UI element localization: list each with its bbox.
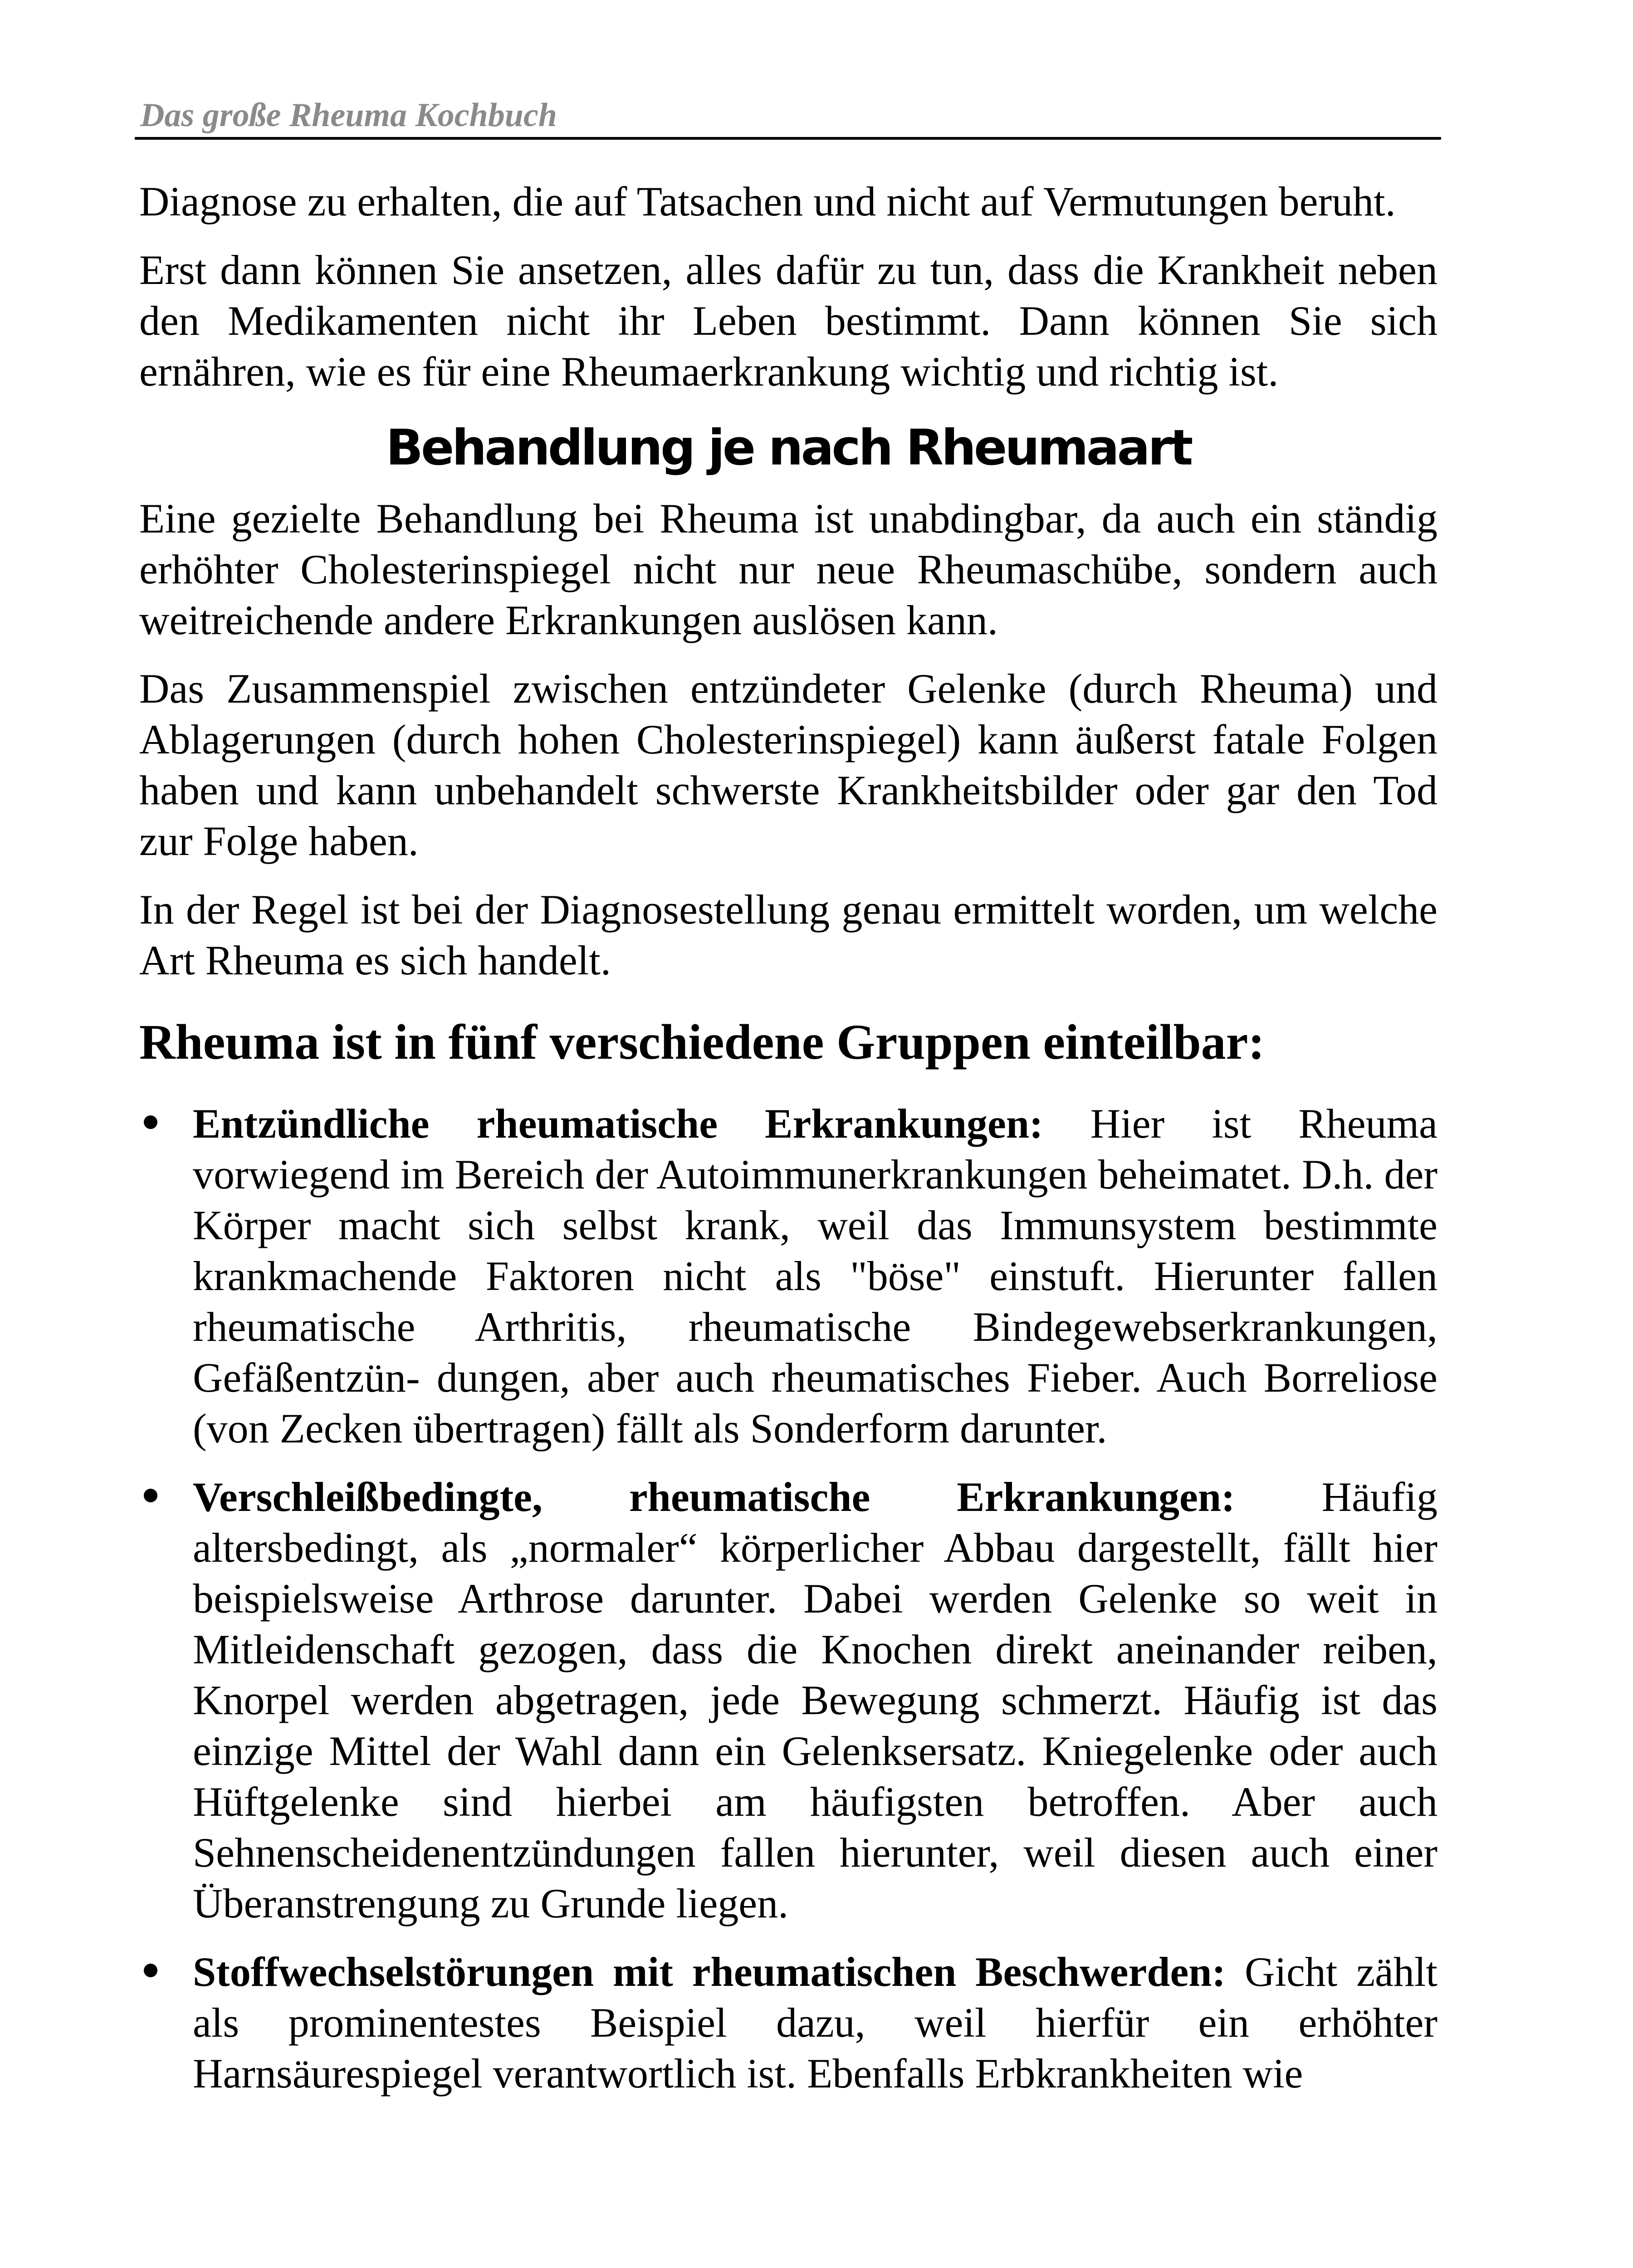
list-item-term: Verschleißbedingte, rheumatische Erkrankungen:	[193, 1474, 1235, 1520]
list-item	[139, 1098, 1437, 1454]
running-header-title: Das große Rheuma Kochbuch	[140, 97, 557, 134]
section-heading: Behandlung je nach Rheumaart	[386, 420, 1191, 476]
bullet-icon	[144, 1964, 157, 1977]
list-item	[139, 1946, 1437, 2099]
paragraph: Eine gezielte Behandlung bei Rheuma ist unabdingbar, da auch ein ständig erhöhter Cholesterinspiegel nicht nur neue Rheumaschübe, sondern auch weitreichende andere Erkrankungen auslösen kann.	[139, 495, 1437, 643]
page-header	[135, 86, 1441, 140]
list-item-text: Gicht zählt als prominentestes Beispiel dazu, weil hierfür ein erhöhter Harnsäurespiegel verantwortlich ist. Ebenfalls Erbkrankheiten wie	[193, 1949, 1437, 2097]
list-item	[139, 1471, 1437, 1929]
paragraph: Diagnose zu erhalten, die auf Tatsachen und nicht auf Vermutungen beruht.	[139, 178, 1396, 225]
bullet-icon	[144, 1115, 157, 1129]
paragraph: Das Zusammenspiel zwischen entzündeter Gelenke (durch Rheuma) und Ablagerungen (durch hohen Cholesterinspiegel) kann äußerst fatale Folgen haben und kann unbehandelt schwerste Krankheitsbilder oder gar den Tod zur Folge haben.	[139, 665, 1437, 864]
list-item-term: Stoffwechselstörungen mit rheumatischen Beschwerden:	[193, 1949, 1226, 1995]
list-item-text: Häufig altersbedingt, als „normaler“ körperlicher Abbau dargestellt, fällt hier beispielsweise Arthrose darunter. Dabei werden Gelenke so weit in Mitleidenschaft gezogen, dass die Knochen direkt aneinander reiben, Knorpel werden abgetragen, jede Bewegung schmerzt. Häufig ist das einzige Mittel der Wahl dann ein Gelenksersatz. Kniegelenke oder auch Hüftgelenke sind hierbei am häufigsten betroffen. Aber auch Sehnenscheidenentzündungen fallen hierunter, weil diesen auch einer Überanstrengung zu Grunde liegen.	[193, 1474, 1437, 1926]
list-item-term: Entzündliche rheumatische Erkrankungen:	[193, 1100, 1043, 1147]
paragraph: In der Regel ist bei der Diagnosestellung genau ermittelt worden, um welche Art Rheuma es sich handelt.	[139, 886, 1437, 983]
sub-heading: Rheuma ist in fünf verschiedene Gruppen einteilbar:	[139, 1014, 1265, 1070]
page-content	[139, 176, 1437, 2116]
paragraph: Erst dann können Sie ansetzen, alles dafür zu tun, dass die Krankheit neben den Medikamenten nicht ihr Leben bestimmt. Dann können Sie sich ernähren, wie es für eine Rheumaerkrankung wichtig und richtig ist.	[139, 247, 1437, 395]
bullet-icon	[144, 1489, 157, 1502]
rheuma-groups-list	[139, 1098, 1437, 2099]
list-item-text: Hier ist Rheuma vorwiegend im Bereich der Autoimmunerkrankungen beheimatet. D.h. der Körper macht sich selbst krank, weil das Immunsystem bestimmte krankmachende Faktoren nicht als "böse" einstuft. Hierunter fallen rheumatische Arthritis, rheumatische Bindegewebserkrankungen, Gefäßentzün- dungen, aber auch rheumatisches Fieber. Auch Borreliose (von Zecken übertragen) fällt als Sonderform darunter.	[193, 1100, 1437, 1452]
